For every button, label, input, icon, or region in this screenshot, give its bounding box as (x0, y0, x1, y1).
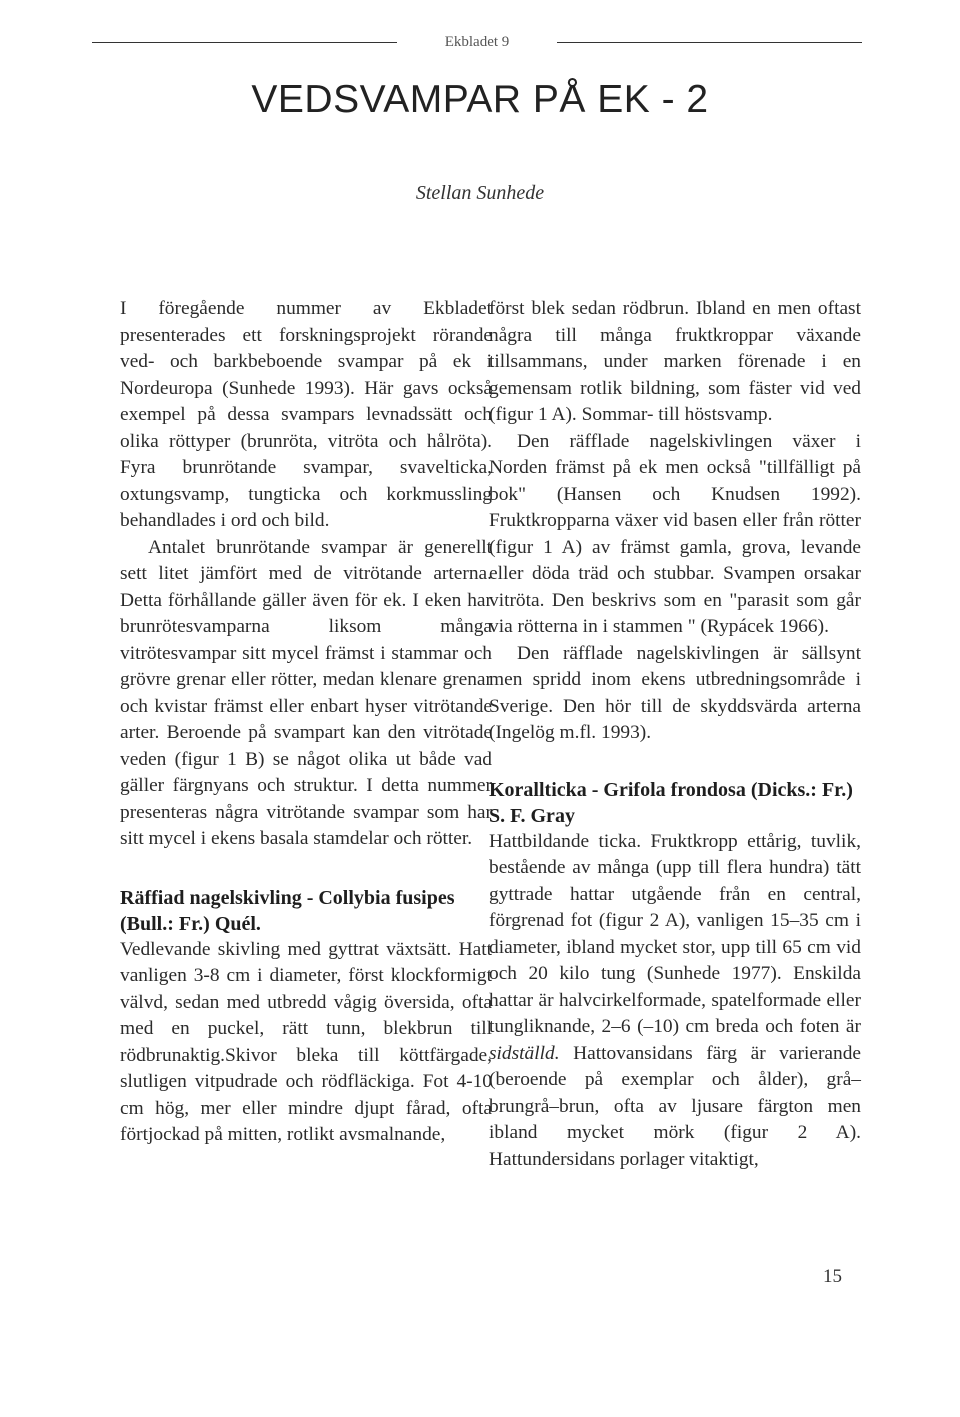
journal-name: Ekbladet 9 (444, 33, 510, 50)
header-rule-left (92, 42, 397, 43)
grifola-text-italic: sidställd. (489, 1042, 560, 1064)
paragraph-collybia-cont: först blek sedan rödbrun. Ibland en men oftast några till många fruktkroppar växande tillsammans, under marken förenade i en gemensam rotlik bildning, som fäster vid ved (figur 1 A). Sommar- till höstsvamp. (489, 298, 861, 425)
article-author: Stellan Sunhede (415, 182, 545, 204)
paragraph-grifola-description (489, 829, 861, 1174)
header-rule-right (557, 42, 862, 43)
left-column (120, 296, 492, 1149)
paragraph-collybia-description: Vedlevande skivling med gyttrat växtsätt. Hatt vanligen 3-8 cm i diameter, först klockformigt välvd, sedan med utbredd vågig översida, ofta med en puckel, rätt tunn, blekbrun till rödbrunaktig.Skivor bleka till köttfärgade, slutligen vitpudrade och rödfläckiga. Fot 4-10 cm hög, mer eller mindre djupt fårad, ofta förtjockad på mitten, rotlikt avsmalnande, (120, 938, 492, 1145)
paragraph-brownrot: Antalet brunrötande svampar är generellt sett litet jämfört med de vitrötande arterna. Detta förhållande gäller även för ek. I eken har brunrötesvamparna liksom många vitrötesvampar sitt mycel främst i stammar och grövre grenar eller rötter, medan klenare grenar och kvistar främst eller enbart hyser vitrötande arter. Beroende på svampart kan den vitrötade veden (figur 1 B) se något olika ut både vad gäller färgnyans och struktur. I detta nummer presenteras några vitrötande svampar som har sitt mycel i ekens basala stamdelar och rötter. (120, 536, 492, 849)
article-title: VEDSVAMPAR PÅ EK - 2 (251, 78, 709, 121)
paragraph-intro: I föregående nummer av Ekbladet presenterades ett forskningsprojekt rörande ved- och barkbeboende svampar på ek i Nordeuropa (Sunhede 1993). Här gavs också exempel på dessa svampars levnadssätt och olika röttyper (brunröta, vitröta och hålröta). Fyra brunrötande svampar, svavelticka, oxtungsvamp, tungticka och korkmussling behandlades i ord och bild. (120, 298, 492, 531)
running-header (92, 30, 862, 54)
right-column (489, 296, 861, 1173)
grifola-text-a: Hattbildande ticka. Fruktkropp ettårig, tuvlik, bestående av många (upp till flera hundra) tätt gyttrade hattar utgående från en central, förgrenad fot (figur 2 A), vanligen 15–35 cm i diameter, ibland mycket stor, upp till 65 cm vid och 20 kilo tung (Sunhede 1977). Enskilda hattar är halvcirkelformade, spatelformade eller tungliknande, 2–6 (–10) cm breda och foten är (489, 830, 861, 1037)
grifola-text-b: Hattovansidans färg är varierande (beroende på exemplar och ålder), grå–brungrå–brun, ofta av ljusare färgton men ibland mycket mörk (figur 2 A). Hattundersidans porlager vitaktigt, (489, 1042, 861, 1170)
page-number: 15 (823, 1266, 842, 1287)
paragraph-collybia-distribution: Den räfflade nagelskivlingen är sällsynt men spridd inom ekens utbredningsområde i Sverige. Den hör till de skyddsvärda arterna (Ingelög m.fl. 1993). (489, 642, 861, 743)
section-heading-grifola: Korallticka - Grifola frondosa (Dicks.: Fr.) S. F. Gray (489, 778, 853, 827)
paragraph-collybia-habitat: Den räfflade nagelskivlingen växer i Norden främst på ek men också "tillfälligt på bok" (Hansen och Knudsen 1992). Fruktkropparna växer vid basen eller från rötter (figur 1 A) av främst gamla, grova, levande eller döda träd och stubbar. Svampen orsakar vitröta. Den beskrivs som en "parasit som går via rötterna in i stammen " (Rypácek 1966). (489, 430, 861, 637)
section-heading-collybia: Räffiad nagelskivling - Collybia fusipes (Bull.: Fr.) Quél. (120, 886, 455, 935)
